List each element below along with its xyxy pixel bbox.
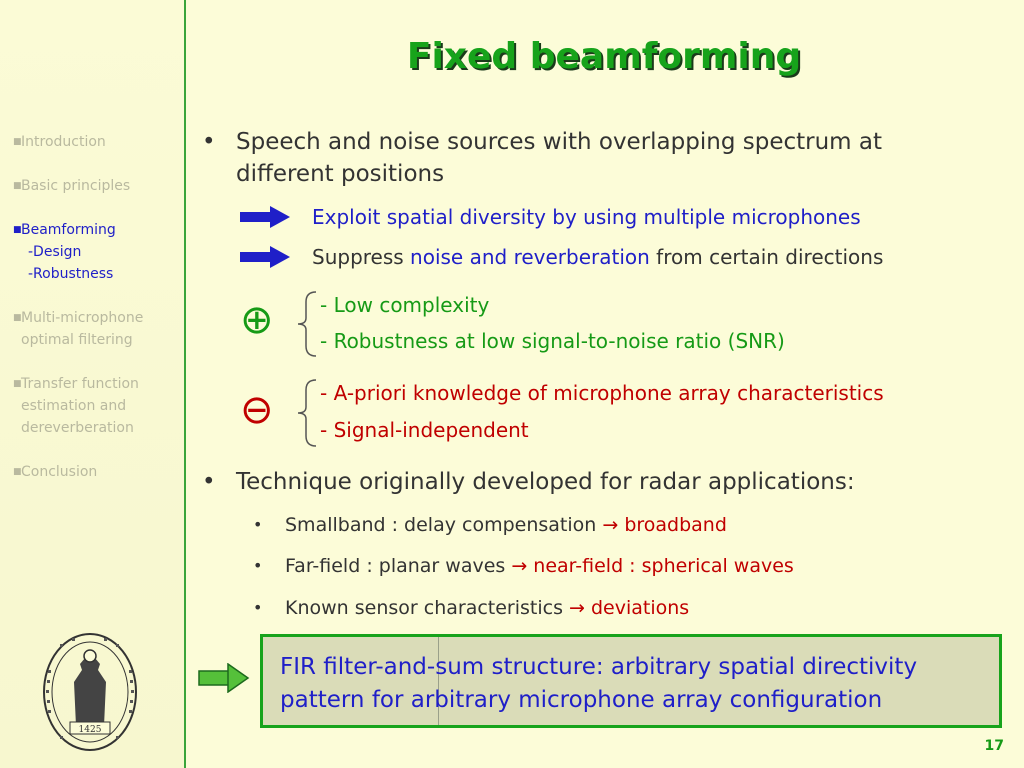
sidebar-item-label: Conclusion xyxy=(21,464,98,480)
suppress-suffix: from certain directions xyxy=(649,245,884,269)
sub-item-text: Far-field : planar waves xyxy=(285,555,512,577)
fir-callout-box xyxy=(260,634,1002,728)
sub-item-smallband xyxy=(253,512,727,538)
sub-item-known-sensor xyxy=(253,595,690,621)
square-bullet-icon: ■ xyxy=(13,225,22,235)
sidebar-item-transfer-function[interactable] xyxy=(13,373,143,439)
sub-item-target: near-field : spherical waves xyxy=(527,555,794,577)
suppress-prefix: Suppress xyxy=(312,245,411,269)
cons-item: - A-priori knowledge of microphone array characteristics xyxy=(320,381,884,405)
square-bullet-icon: ■ xyxy=(13,467,22,477)
arrow-row-exploit xyxy=(240,204,1000,230)
sidebar-subitem-design[interactable]: -Design xyxy=(28,244,82,260)
sidebar-item-introduction[interactable] xyxy=(13,131,143,153)
sidebar-item-label: Basic principles xyxy=(21,178,131,194)
right-arrow-icon: → xyxy=(511,555,528,577)
sidebar-item-conclusion[interactable] xyxy=(13,461,143,483)
square-bullet-icon: ■ xyxy=(13,181,22,191)
sub-item-target: broadband xyxy=(618,514,727,536)
bullet-dot-icon: • xyxy=(202,469,216,495)
seal-year: 1425 xyxy=(78,725,102,735)
university-seal-logo xyxy=(40,630,140,754)
square-bullet-icon: ■ xyxy=(13,313,22,323)
fir-text-line: pattern for arbitrary microphone array configuration xyxy=(280,687,883,713)
square-bullet-icon: ■ xyxy=(13,137,22,147)
sidebar xyxy=(0,0,186,768)
bullet-text-line: Speech and noise sources with overlapping spectrum at xyxy=(236,129,882,155)
green-right-arrow-icon xyxy=(198,663,250,693)
pros-item: - Low complexity xyxy=(320,293,490,317)
bullet-dot-icon: • xyxy=(253,556,263,575)
suppress-text xyxy=(312,244,883,270)
sub-item-text: Known sensor characteristics xyxy=(285,597,570,619)
sidebar-item-basic-principles[interactable] xyxy=(13,175,143,197)
blue-right-arrow-icon xyxy=(240,206,290,228)
sidebar-item-beamforming[interactable] xyxy=(13,219,143,285)
bullet-radar xyxy=(202,466,996,498)
sub-item-target: deviations xyxy=(584,597,690,619)
sidebar-item-label: dereverberation xyxy=(21,420,134,436)
square-bullet-icon: ■ xyxy=(13,379,22,389)
sub-item-far-field xyxy=(253,553,794,579)
cons-item: - Signal-independent xyxy=(320,418,529,442)
pros-item: - Robustness at low signal-to-noise ratio (SNR) xyxy=(320,329,785,353)
sidebar-item-label: Multi-microphone xyxy=(21,310,144,326)
circled-plus-icon: ⊕ xyxy=(240,297,274,343)
circled-minus-icon: ⊖ xyxy=(240,387,274,433)
sidebar-item-label: Introduction xyxy=(21,134,106,150)
fir-text-line: FIR filter-and-sum structure: arbitrary spatial directivity xyxy=(280,654,918,680)
sidebar-item-label: estimation and xyxy=(21,398,127,414)
bullet-speech-noise xyxy=(202,126,996,190)
sidebar-item-multi-microphone[interactable] xyxy=(13,307,143,351)
sidebar-subitem-robustness[interactable]: -Robustness xyxy=(28,266,114,282)
exploit-text: Exploit spatial diversity by using multiple microphones xyxy=(312,205,861,229)
sidebar-item-label: Transfer function xyxy=(21,376,139,392)
sidebar-item-label: Beamforming xyxy=(21,222,116,238)
pros-brace xyxy=(296,290,318,358)
bullet-dot-icon: • xyxy=(253,515,263,534)
bullet-text-line: Technique originally developed for radar applications: xyxy=(236,469,855,495)
bullet-dot-icon: • xyxy=(253,598,263,617)
right-arrow-icon: → xyxy=(602,514,619,536)
right-arrow-icon: → xyxy=(569,597,585,619)
cons-brace xyxy=(296,378,318,448)
arrow-row-suppress xyxy=(240,244,1000,270)
suppress-highlight: noise and reverberation xyxy=(410,245,650,269)
slide-title: Fixed beamforming xyxy=(406,36,802,77)
slide-number: 17 xyxy=(984,738,1004,754)
bullet-dot-icon: • xyxy=(202,129,216,155)
sub-item-text: Smallband : delay compensation xyxy=(285,514,603,536)
sidebar-nav xyxy=(13,131,143,505)
bullet-text-line: different positions xyxy=(236,161,445,187)
sidebar-item-label: optimal filtering xyxy=(21,332,133,348)
blue-right-arrow-icon xyxy=(240,246,290,268)
